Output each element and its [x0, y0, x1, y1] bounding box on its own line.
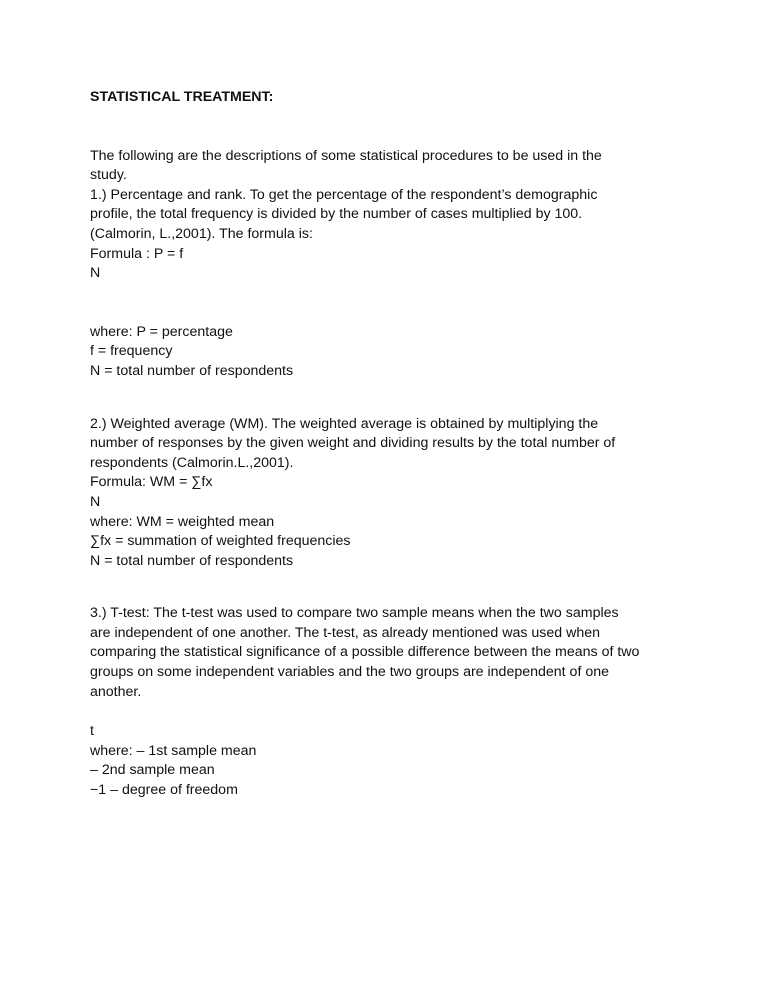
section-percentage-rank [90, 186, 690, 284]
text-line: respondents (Calmorin.L.,2001). [90, 454, 294, 471]
text-line: N = total number of respondents [90, 552, 294, 569]
text-line: (Calmorin, L.,2001). The formula is: [90, 225, 313, 242]
text-line: −1 – degree of freedom [90, 782, 238, 799]
text-line: 3.) T-test: The t-test was used to compare two sample means when the two samples [90, 605, 619, 622]
formula-line: Formula: WM = ∑fx [90, 474, 213, 491]
formula-denominator: N [90, 265, 101, 282]
text-line: ∑fx = summation of weighted frequencies [90, 533, 351, 550]
section-t-test [90, 604, 690, 702]
text-line: another. [90, 683, 142, 700]
spacer [90, 284, 690, 323]
section-weighted-average [90, 415, 690, 572]
formula-line: t [90, 723, 94, 740]
document-title: STATISTICAL TREATMENT: [90, 89, 274, 105]
section-percentage-where [90, 323, 690, 382]
formula-denominator: N [90, 493, 101, 510]
spacer [90, 108, 690, 147]
text-line: where: – 1st sample mean [90, 742, 257, 759]
text-line: where: P = percentage [90, 323, 233, 340]
text-line: N = total number of respondents [90, 362, 294, 379]
text-line: study. [90, 167, 127, 184]
text-line: where: WM = weighted mean [90, 513, 275, 530]
spacer [90, 702, 690, 722]
text-line: 1.) Percentage and rank. To get the percentage of the respondent’s demographic [90, 186, 598, 203]
document-page [90, 88, 690, 801]
spacer [90, 571, 690, 604]
text-line: 2.) Weighted average (WM). The weighted average is obtained by multiplying the [90, 415, 599, 432]
text-line: profile, the total frequency is divided by the number of cases multiplied by 100. [90, 206, 583, 223]
section-t-test-where [90, 722, 690, 800]
text-line: comparing the statistical significance of a possible difference between the means of two [90, 644, 640, 661]
text-line: – 2nd sample mean [90, 762, 215, 779]
text-line: groups on some independent variables and the two groups are independent of one [90, 664, 610, 681]
formula-line: Formula : P = f [90, 245, 184, 262]
text-line: f = frequency [90, 343, 173, 360]
text-line: are independent of one another. The t-test, as already mentioned was used when [90, 624, 601, 641]
text-line: number of responses by the given weight and dividing results by the total number of [90, 435, 616, 452]
text-line: The following are the descriptions of some statistical procedures to be used in the [90, 147, 602, 164]
intro-paragraph [90, 147, 690, 186]
spacer [90, 382, 690, 415]
